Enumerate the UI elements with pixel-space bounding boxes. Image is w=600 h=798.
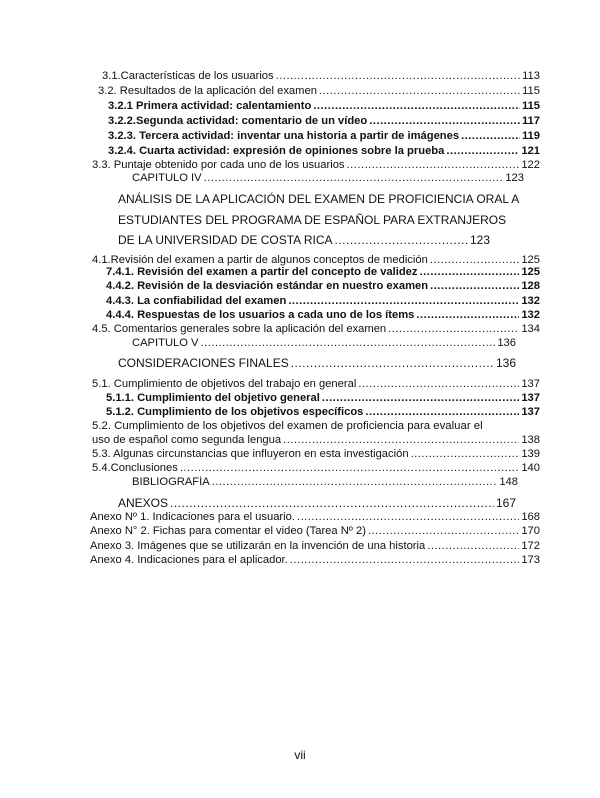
- toc-entry-4-4-4: [106, 309, 540, 322]
- toc-entry-label: ANEXOS: [118, 497, 169, 510]
- dot-leader: [313, 100, 520, 113]
- dot-leader: [291, 357, 494, 370]
- toc-entry-label: Anexo 4. Indicaciones para el aplicador.: [90, 554, 288, 566]
- dot-leader: [180, 462, 520, 475]
- toc-entry-page: 132: [521, 295, 540, 307]
- toc-entry-5-2: [92, 434, 540, 447]
- toc-entry-capitulo-v: [132, 337, 516, 350]
- toc-entry-label: 7.4.1. Revisión del examen a partir del concepto de validez: [106, 266, 418, 278]
- toc-entry-5-1-1: [106, 392, 540, 405]
- toc-entry-page: 137: [521, 378, 540, 390]
- dot-leader: [427, 540, 519, 553]
- dot-leader: [411, 448, 520, 461]
- dot-leader: [358, 378, 519, 391]
- toc-entry-page: 132: [521, 309, 540, 321]
- toc-entry-page: 125: [521, 254, 540, 266]
- dot-leader: [388, 323, 519, 336]
- toc-entry-3-2: [98, 85, 540, 98]
- toc-entry-label: 4.1.Revisión del examen a partir de algunos conceptos de medición: [92, 254, 428, 266]
- toc-entry-5-3: [92, 448, 540, 461]
- toc-entry-label: 3.2.2.Segunda actividad: comentario de un vídeo: [108, 115, 368, 127]
- toc-entry-label: 3.2.3. Tercera actividad: inventar una historia a partir de imágenes: [108, 130, 460, 142]
- dot-leader: [430, 280, 519, 293]
- dot-leader: [446, 145, 519, 158]
- toc-entry-label: 4.5. Comentarios generales sobre la aplicación del examen: [92, 323, 387, 335]
- toc-entry-5-2-line1: 5.2. Cumplimiento de los objetivos del examen de proficiencia para evaluar el: [92, 420, 483, 432]
- toc-entry-chapter-iv-title: [118, 234, 490, 247]
- dot-leader: [319, 85, 520, 98]
- toc-entry-label: Anexo N° 2. Fichas para comentar el video (Tarea Nº 2): [90, 525, 366, 537]
- dot-leader: [288, 295, 519, 308]
- dot-leader: [416, 309, 519, 322]
- toc-entry-label: 3.3. Puntaje obtenido por cada uno de los usuarios: [92, 159, 345, 171]
- dot-leader: [365, 406, 519, 419]
- toc-entry-label: DE LA UNIVERSIDAD DE COSTA RICA: [118, 234, 333, 247]
- toc-entry-page: 138: [521, 434, 540, 446]
- toc-entry-3-1: [102, 70, 540, 83]
- toc-entry-page: 123: [469, 234, 490, 247]
- toc-entry-5-1-2: [106, 406, 540, 419]
- dot-leader: [461, 130, 520, 143]
- toc-entry-label: BIBLIOGRAFÍA: [132, 476, 210, 488]
- toc-entry-label: CONSIDERACIONES FINALES: [118, 357, 289, 370]
- dot-leader: [283, 434, 519, 447]
- toc-entry-label: 3.1.Características de los usuarios: [102, 70, 274, 82]
- toc-entry-label: 5.1.2. Cumplimiento de los objetivos específicos: [106, 406, 364, 418]
- toc-entry-5-1: [92, 378, 540, 391]
- toc-entry-bibliografia: [132, 476, 518, 489]
- toc-entry-label: 3.2.1 Primera actividad: calentamiento: [108, 100, 312, 112]
- toc-entry-page: 170: [521, 525, 540, 537]
- dot-leader: [276, 70, 521, 83]
- dot-leader: [212, 476, 498, 489]
- dot-leader: [170, 497, 494, 510]
- toc-entry-label: 5.1.1. Cumplimiento del objetivo general: [106, 392, 320, 404]
- toc-entry-label: CAPITULO V: [132, 337, 199, 349]
- dot-leader: [420, 266, 520, 279]
- toc-entry-4-5: [92, 323, 540, 336]
- toc-entry-page: 148: [499, 476, 518, 488]
- toc-entry-page: 128: [521, 280, 540, 292]
- toc-entry-3-2-3: [108, 130, 540, 143]
- toc-entry-page: 168: [521, 511, 540, 523]
- toc-entry-page: 115: [521, 100, 540, 112]
- toc-entry-3-2-2: [108, 115, 540, 128]
- toc-entry-label: Anexo Nº 1. Indicaciones para el usuario.: [90, 511, 295, 523]
- toc-entry-label: Anexo 3. Imágenes que se utilizarán en la invención de una historia: [90, 540, 426, 552]
- toc-entry-anexo-4: [90, 554, 540, 567]
- dot-leader: [201, 337, 496, 350]
- dot-leader: [204, 172, 504, 185]
- toc-entry-anexo-3: [90, 540, 540, 553]
- toc-entry-page: 122: [521, 159, 540, 171]
- toc-entry-page: 115: [522, 85, 540, 97]
- toc-entry-page: 172: [521, 540, 540, 552]
- toc-entry-label: 3.2.4. Cuarta actividad: expresión de opiniones sobre la prueba: [108, 145, 445, 157]
- toc-entry-label: 5.1. Cumplimiento de objetivos del trabajo en general: [92, 378, 357, 390]
- toc-entry-page: 136: [497, 337, 516, 349]
- toc-entry-label: 4.4.2. Revisión de la desviación estándar en nuestro examen: [106, 280, 429, 292]
- toc-entry-page: 121: [521, 145, 540, 157]
- toc-entry-page: 134: [521, 323, 540, 335]
- toc-entry-page: 113: [522, 70, 540, 82]
- dot-leader: [290, 554, 520, 567]
- toc-entry-capitulo-iv: [132, 172, 524, 185]
- toc-entry-anexos: [118, 497, 516, 510]
- toc-entry-page: 139: [521, 448, 540, 460]
- toc-entry-page: 117: [521, 115, 540, 127]
- toc-entry-anexo-1: [90, 511, 540, 524]
- toc-entry-label: 5.4.Conclusiones: [92, 462, 178, 474]
- dot-leader: [322, 392, 519, 405]
- toc-entry-7-4-1: [106, 266, 540, 279]
- toc-entry-4-4-2: [106, 280, 540, 293]
- toc-entry-3-2-1: [108, 100, 540, 113]
- toc-entry-page: 119: [521, 130, 540, 142]
- toc-entry-page: 173: [521, 554, 540, 566]
- dot-leader: [297, 511, 519, 524]
- toc-entry-page: 136: [495, 357, 516, 370]
- toc-entry-page: 125: [521, 266, 540, 278]
- toc-entry-label: uso de español como segunda lengua: [92, 434, 282, 446]
- page-number: vii: [294, 748, 306, 762]
- toc-entry-5-4: [92, 462, 540, 475]
- toc-entry-page: 137: [521, 392, 540, 404]
- toc-entry-page: 123: [505, 172, 524, 184]
- toc-entry-4-4-3: [106, 295, 540, 308]
- toc-entry-label: CAPITULO IV: [132, 172, 202, 184]
- toc-entry-label: 4.4.3. La confiabilidad del examen: [106, 295, 287, 307]
- toc-entry-3-2-4: [108, 145, 540, 158]
- toc-entry-label: 3.2. Resultados de la aplicación del examen: [98, 85, 317, 97]
- toc-entry-anexo-2: [90, 525, 540, 538]
- dot-leader: [347, 159, 520, 172]
- toc-chapter-title-line: ESTUDIANTES DEL PROGRAMA DE ESPAÑOL PARA EXTRANJEROS: [118, 213, 507, 227]
- toc-entry-label: 5.3. Algunas circunstancias que influyeron en esta investigación: [92, 448, 409, 460]
- toc-entry-page: 137: [521, 406, 540, 418]
- dot-leader: [368, 525, 519, 538]
- toc-chapter-title-line: ANÁLISIS DE LA APLICACIÓN DEL EXAMEN DE PROFICIENCIA ORAL A: [118, 192, 520, 206]
- toc-entry-page: 167: [495, 497, 516, 510]
- dot-leader: [369, 115, 520, 128]
- toc-entry-page: 140: [521, 462, 540, 474]
- toc-entry-label: 4.4.4. Respuestas de los usuarios a cada uno de los ítems: [106, 309, 415, 321]
- dot-leader: [335, 234, 468, 247]
- toc-entry-3-3: [92, 159, 540, 172]
- toc-entry-consideraciones: [118, 357, 516, 370]
